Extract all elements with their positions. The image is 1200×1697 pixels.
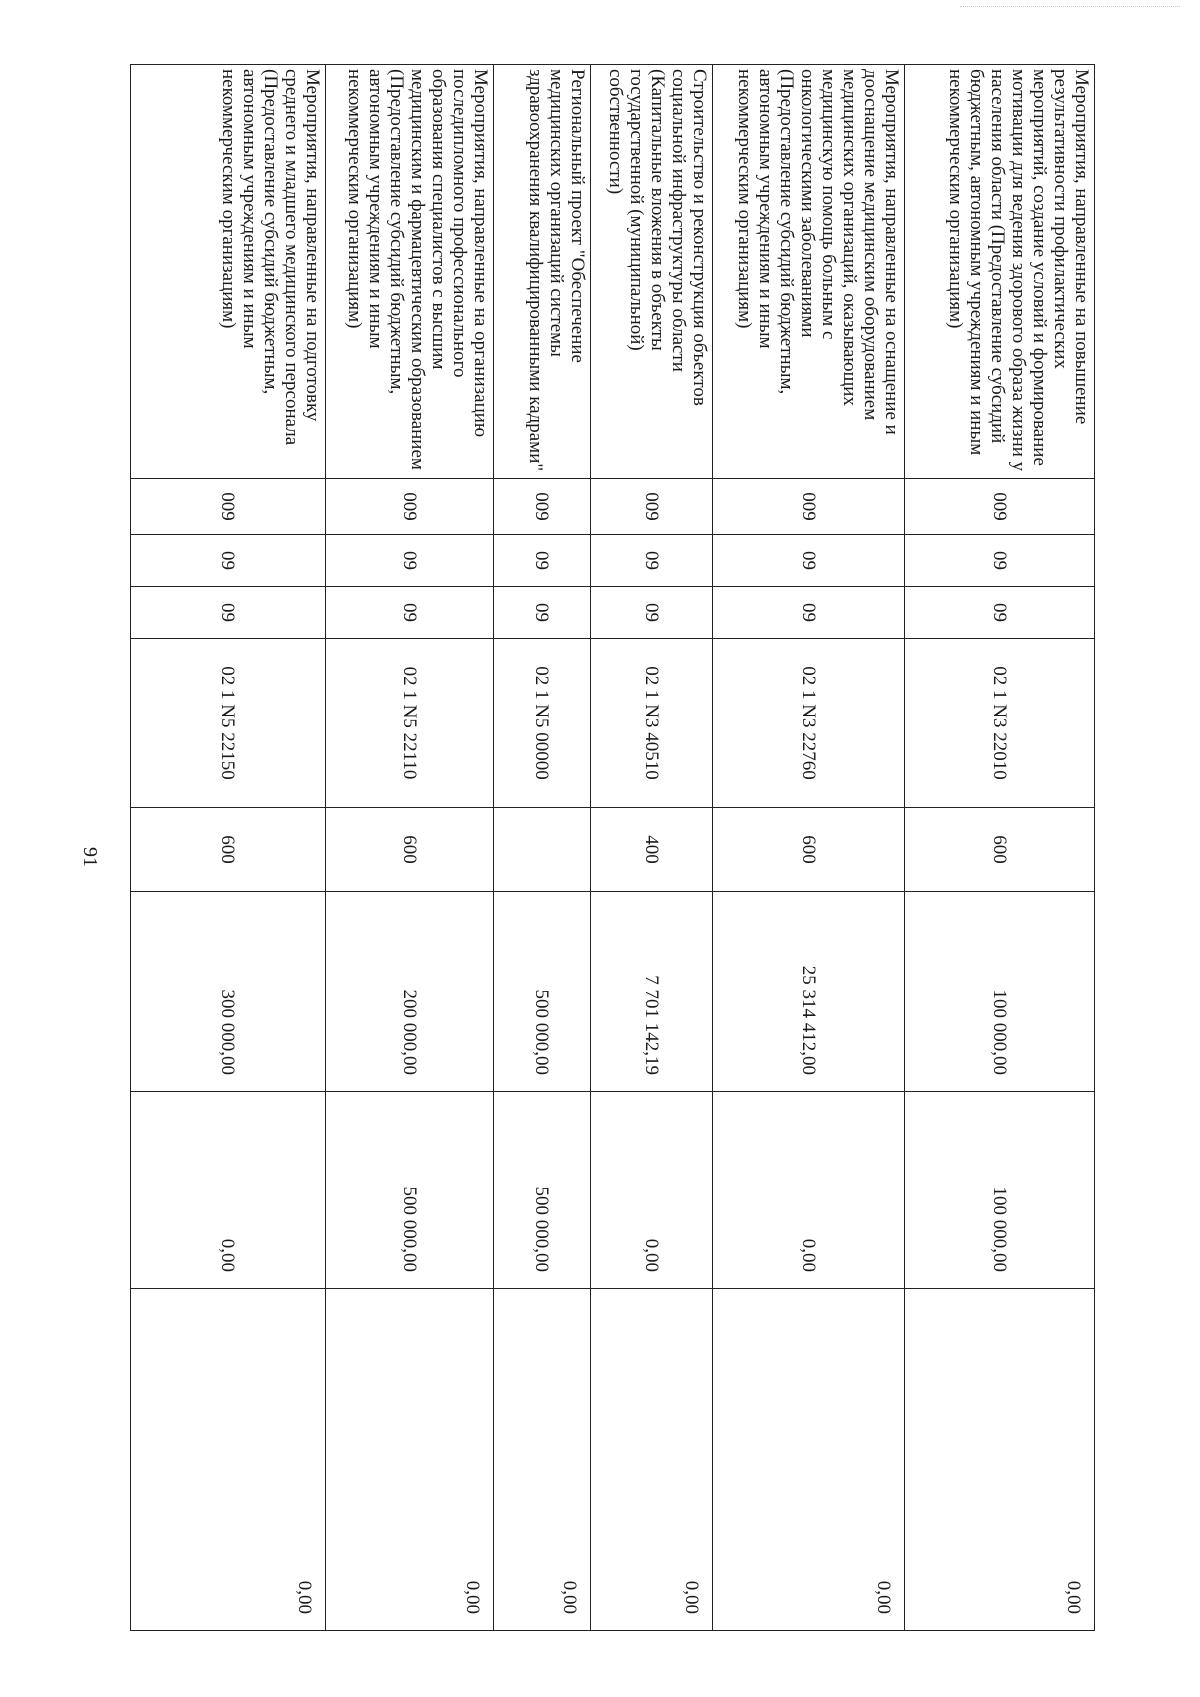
target-article: 02 1 N5 22110	[326, 639, 494, 808]
row-name: Строительство и реконструкция объектов социальной инфраструктуры области (Капитальные вложения в объекты государственной (муниципальной) собственности)	[591, 65, 713, 479]
budget-table	[130, 64, 1095, 1631]
page-number: 91	[79, 847, 101, 867]
expense-type: 600	[713, 808, 905, 892]
expense-type: 600	[131, 808, 326, 892]
ministry-code: 009	[494, 479, 591, 535]
ministry-code: 009	[591, 479, 713, 535]
sum-year-2: 500 000,00	[494, 1092, 591, 1289]
section-code: 09	[494, 535, 591, 587]
section-code: 09	[713, 535, 905, 587]
section-code: 09	[591, 535, 713, 587]
sum-year-3: 0,00	[326, 1289, 494, 1631]
expense-type: 600	[326, 808, 494, 892]
row-name: Мероприятия, направленные на подготовку среднего и младшего медицинского персонала (Предоставление субсидий бюджетным, автономным учреждениям и иным некоммерческим организациям)	[131, 65, 326, 479]
section-code: 09	[905, 535, 1095, 587]
ministry-code: 009	[326, 479, 494, 535]
sum-year-3: 0,00	[905, 1289, 1095, 1631]
sum-year-2: 500 000,00	[326, 1092, 494, 1289]
subsection-code: 09	[713, 587, 905, 639]
row-name: Мероприятия, направленные на организацию последипломного профессионального образования специалистов с высшим медицинским и фармацевтическим образованием (Предоставление субсидий бюджетным, автономным учреждениям и иным некоммерческим организациям)	[326, 65, 494, 479]
section-code: 09	[326, 535, 494, 587]
table-body	[131, 65, 1095, 1631]
subsection-code: 09	[591, 587, 713, 639]
sum-year-1: 100 000,00	[905, 892, 1095, 1092]
row-name: Региональный проект "Обеспечение медицинских организаций системы здравоохранения квалифицированными кадрами"	[494, 65, 591, 479]
sum-year-2: 0,00	[713, 1092, 905, 1289]
ministry-code: 009	[131, 479, 326, 535]
sum-year-2: 0,00	[591, 1092, 713, 1289]
target-article: 02 1 N5 22150	[131, 639, 326, 808]
sum-year-3: 0,00	[131, 1289, 326, 1631]
sum-year-3: 0,00	[713, 1289, 905, 1631]
sum-year-3: 0,00	[494, 1289, 591, 1631]
sum-year-1: 300 000,00	[131, 892, 326, 1092]
scan-artifact	[960, 6, 1180, 11]
sum-year-1: 200 000,00	[326, 892, 494, 1092]
target-article: 02 1 N5 00000	[494, 639, 591, 808]
subsection-code: 09	[326, 587, 494, 639]
sum-year-1: 500 000,00	[494, 892, 591, 1092]
sum-year-1: 7 701 142,19	[591, 892, 713, 1092]
ministry-code: 009	[713, 479, 905, 535]
subsection-code: 09	[131, 587, 326, 639]
expense-type: 600	[905, 808, 1095, 892]
expense-type	[494, 808, 591, 892]
expense-type: 400	[591, 808, 713, 892]
target-article: 02 1 N3 40510	[591, 639, 713, 808]
row-name: Мероприятия, направленные на повышение результативности профилактических мероприятий, создание условий и формирование мотивации для ведения здорового образа жизни у населения области (Предоставление субсидий бюджетным, автономным учреждениям и иным некоммерческим организациям)	[905, 65, 1095, 479]
sum-year-2: 0,00	[131, 1092, 326, 1289]
subsection-code: 09	[905, 587, 1095, 639]
sum-year-2: 100 000,00	[905, 1092, 1095, 1289]
budget-table-container	[131, 64, 1095, 1630]
target-article: 02 1 N3 22010	[905, 639, 1095, 808]
ministry-code: 009	[905, 479, 1095, 535]
sum-year-1: 25 314 412,00	[713, 892, 905, 1092]
row-name: Мероприятия, направленные на оснащение и дооснащение медицинским оборудованием медицинских организаций, оказывающих медицинскую помощь больным с онкологическими заболеваниями (Предоставление субсидий бюджетным, автономным учреждениям и иным некоммерческим организациям)	[713, 65, 905, 479]
target-article: 02 1 N3 22760	[713, 639, 905, 808]
subsection-code: 09	[494, 587, 591, 639]
sum-year-3: 0,00	[591, 1289, 713, 1631]
section-code: 09	[131, 535, 326, 587]
